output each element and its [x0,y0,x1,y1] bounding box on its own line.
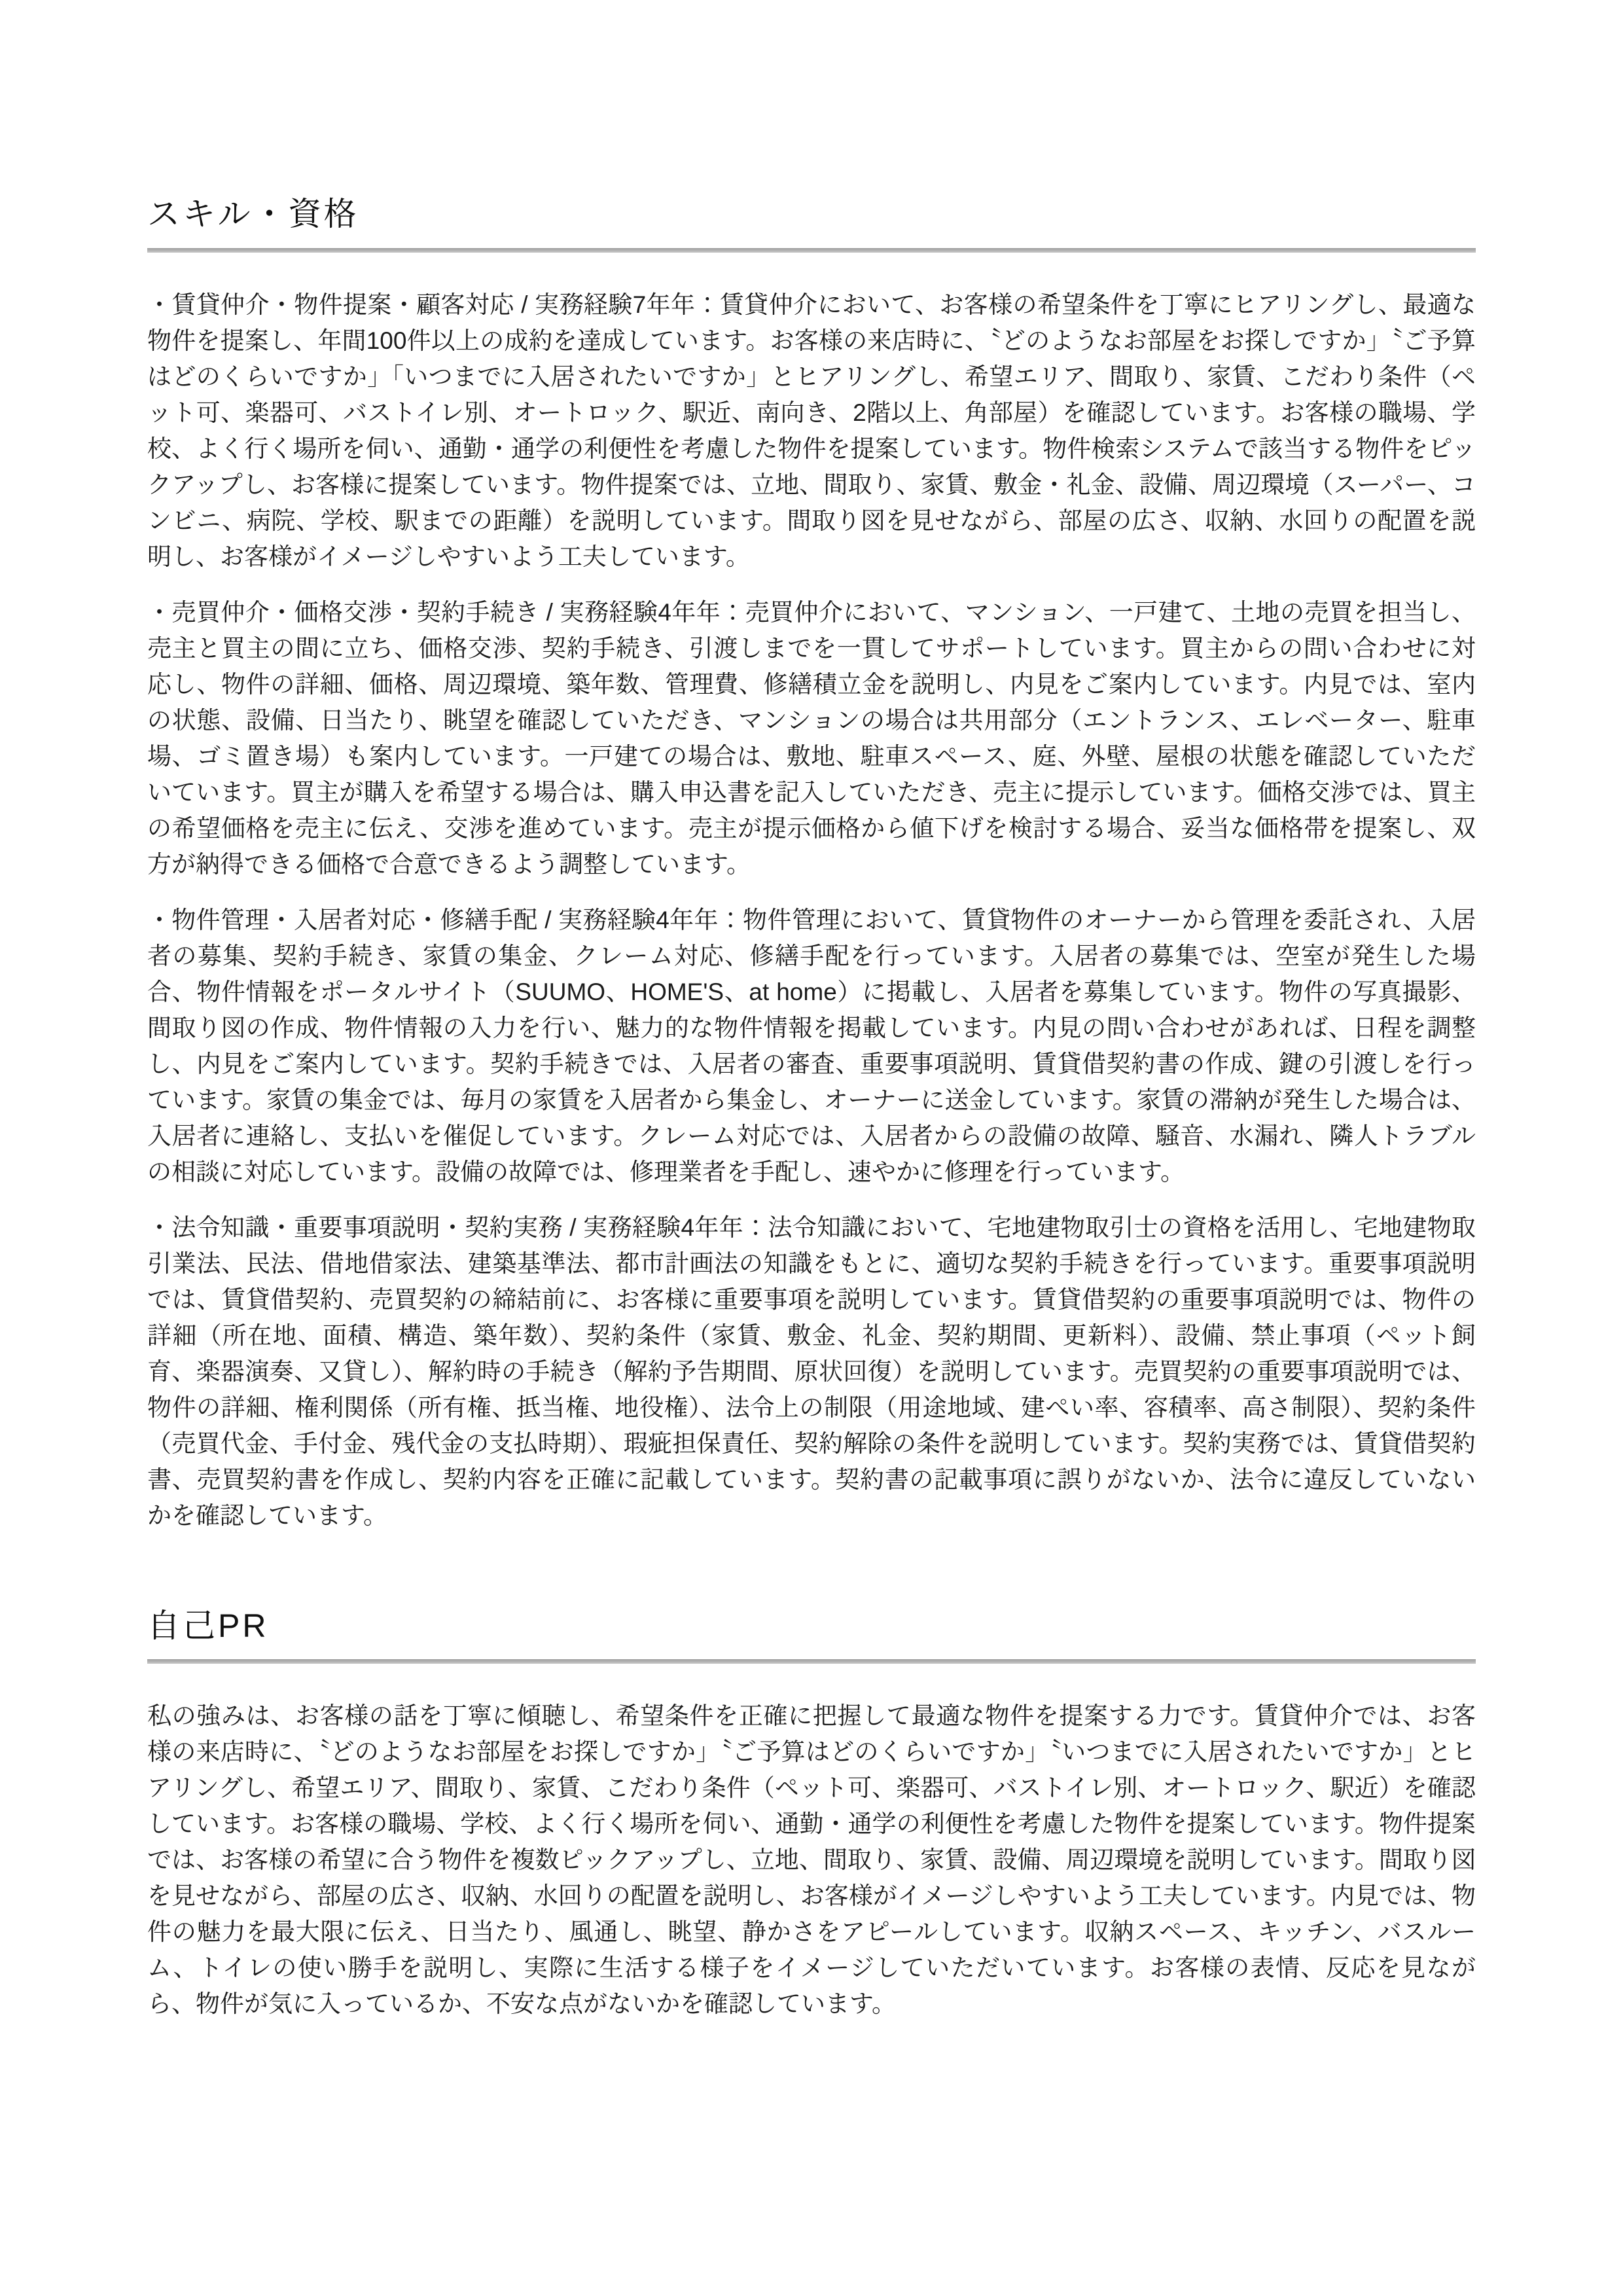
self-pr-paragraph: 私の強みは、お客様の話を丁寧に傾聴し、希望条件を正確に把握して最適な物件を提案する力です。賃貸仲介では、お客様の来店時に、〝どのようなお部屋をお探しですか」〝ご予算はどのくらいですか」〝いつまでに入居されたいですか」とヒアリングし、希望エリア、間取り、家賃、こだわり条件（ペット可、楽器可、バストイレ別、オートロック、駅近）を確認しています。お客様の職場、学校、よく行く場所を伺い、通勤・通学の利便性を考慮した物件を提案しています。物件提案では、お客様の希望に合う物件を複数ピックアップし、立地、間取り、家賃、設備、周辺環境を説明しています。間取り図を見せながら、部屋の広さ、収納、水回りの配置を説明し、お客様がイメージしやすいよう工夫しています。内見では、物件の魅力を最大限に伝え、日当たり、風通し、眺望、静かさをアピールしています。収納スペース、キッチン、バスルーム、トイレの使い勝手を説明し、実際に生活する様子をイメージしていただいています。お客様の表情、反応を見ながら、物件が気に入っているか、不安な点がないかを確認しています。 [147,1702,1476,2017]
self-pr-section-heading: 自己PR [147,1607,269,1644]
section-self-pr [147,1605,1476,2022]
skill-paragraph-property-management: ・物件管理・入居者対応・修繕手配 / 実務経験4年年：物件管理において、賃貸物件のオーナーから管理を委託され、入居者の募集、契約手続き、家賃の集金、クレーム対応、修繕手配を行っています。入居者の募集では、空室が発生した場合、物件情報をポータルサイト（SUUMO、HOME'S、at home）に掲載し、入居者を募集しています。物件の写真撮影、間取り図の作成、物件情報の入力を行い、魅力的な物件情報を掲載しています。内見の問い合わせがあれば、日程を調整し、内見をご案内しています。契約手続きでは、入居者の審査、重要事項説明、賃貸借契約書の作成、鍵の引渡しを行っています。家賃の集金では、毎月の家賃を入居者から集金し、オーナーに送金しています。家賃の滞納が発生した場合は、入居者に連絡し、支払いを催促しています。クレーム対応では、入居者からの設備の故障、騒音、水漏れ、隣人トラブルの相談に対応しています。設備の故障では、修理業者を手配し、速やかに修理を行っています。 [147,906,1476,1185]
section-skills [147,194,1476,1534]
skill-paragraph-rental-brokerage: ・賃貸仲介・物件提案・顧客対応 / 実務経験7年年：賃貸仲介において、お客様の希望条件を丁寧にヒアリングし、最適な物件を提案し、年間100件以上の成約を達成しています。お客様の来店時に、〝どのようなお部屋をお探しですか」〝ご予算はどのくらいですか」「いつまでに入居されたいですか」とヒアリングし、希望エリア、間取り、家賃、こだわり条件（ペット可、楽器可、バストイレ別、オートロック、駅近、南向き、2階以上、角部屋）を確認しています。お客様の職場、学校、よく行く場所を伺い、通勤・通学の利便性を考慮した物件を提案しています。物件検索システムで該当する物件をピックアップし、お客様に提案しています。物件提案では、立地、間取り、家賃、敷金・礼金、設備、周辺環境（スーパー、コンビニ、病院、学校、駅までの距離）を説明しています。間取り図を見せながら、部屋の広さ、収納、水回りの配置を説明し、お客様がイメージしやすいよう工夫しています。 [147,291,1476,570]
skill-paragraph-legal-knowledge: ・法令知識・重要事項説明・契約実務 / 実務経験4年年：法令知識において、宅地建物取引士の資格を活用し、宅地建物取引業法、民法、借地借家法、建築基準法、都市計画法の知識をもとに、適切な契約手続きを行っています。重要事項説明では、賃貸借契約、売買契約の締結前に、お客様に重要事項を説明しています。賃貸借契約の重要事項説明では、物件の詳細（所在地、面積、構造、築年数）、契約条件（家賃、敷金、礼金、契約期間、更新料）、設備、禁止事項（ペット飼育、楽器演奏、又貸し）、解約時の手続き（解約予告期間、原状回復）を説明しています。売買契約の重要事項説明では、物件の詳細、権利関係（所有権、抵当権、地役権）、法令上の制限（用途地域、建ぺい率、容積率、高さ制限）、契約条件（売買代金、手付金、残代金の支払時期）、瑕疵担保責任、契約解除の条件を説明しています。契約実務では、賃貸借契約書、売買契約書を作成し、契約内容を正確に記載しています。契約書の記載事項に誤りがないか、法令に違反していないかを確認しています。 [147,1213,1476,1529]
section-divider [147,1659,1476,1664]
skill-paragraph-sales-brokerage: ・売買仲介・価格交渉・契約手続き / 実務経験4年年：売買仲介において、マンション、一戸建て、土地の売買を担当し、売主と買主の間に立ち、価格交渉、契約手続き、引渡しまでを一貫してサポートしています。買主からの問い合わせに対応し、物件の詳細、価格、周辺環境、築年数、管理費、修繕積立金を説明し、内見をご案内しています。内見では、室内の状態、設備、日当たり、眺望を確認していただき、マンションの場合は共用部分（エントランス、エレベーター、駐車場、ゴミ置き場）も案内しています。一戸建ての場合は、敷地、駐車スペース、庭、外壁、屋根の状態を確認していただいています。買主が購入を希望する場合は、購入申込書を記入していただき、売主に提示しています。価格交渉では、買主の希望価格を売主に伝え、交渉を進めています。売主が提示価格から値下げを検討する場合、妥当な価格帯を提案し、双方が納得できる価格で合意できるよう調整しています。 [147,598,1476,878]
section-divider [147,248,1476,253]
skills-section-heading: スキル・資格 [147,196,359,232]
